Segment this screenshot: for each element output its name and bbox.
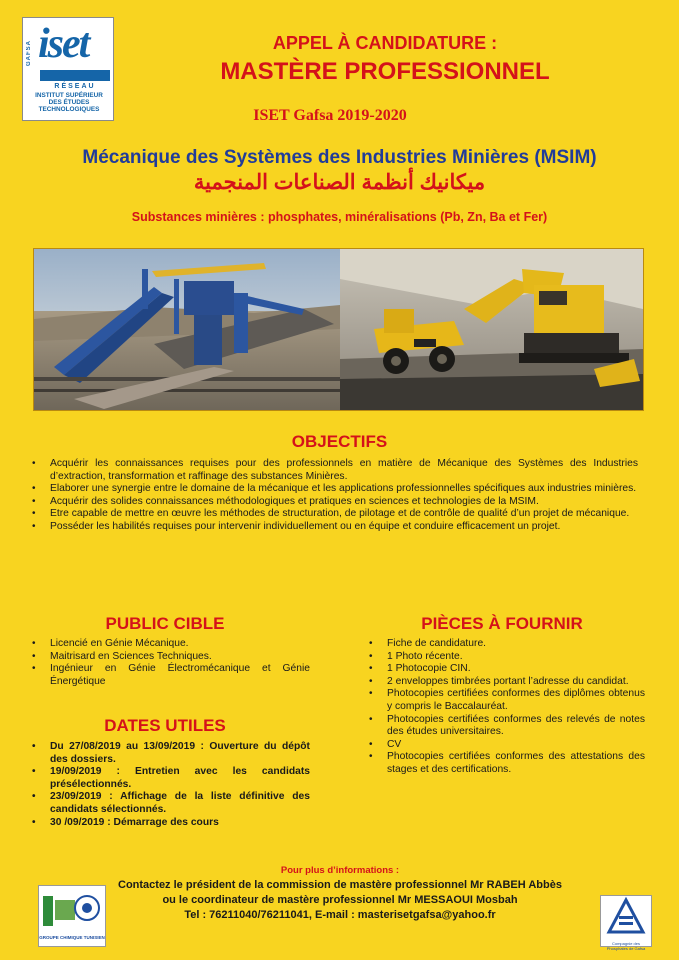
public-cible-title: PUBLIC CIBLE xyxy=(105,614,225,633)
list-item: • 2 enveloppes timbrées portant l’adresse du candidat. xyxy=(369,675,629,687)
list-item: • Acquérir les connaissances requises pour des professionnels en matière de Mécanique des Systèmes des Industries d’extraction, transformation et raffinage des substances Minières. xyxy=(32,458,638,482)
list-item: • Etre capable de mettre en œuvre les méthodes de structuration, de pilotage et de contrôle de qualité d’un projet de mécanique. xyxy=(32,508,630,520)
logo-band-text: RÉSEAU xyxy=(54,83,96,90)
objectifs-list xyxy=(28,458,638,534)
contact-lead: Pour plus d’informations : xyxy=(280,865,400,876)
list-item: • Fiche de candidature. xyxy=(369,638,487,649)
gct-logo xyxy=(38,885,106,947)
list-item: • Elaborer une synergie entre le domaine de la mécanique et les applications professionnelles spécifiques aux industries minières. xyxy=(32,483,637,495)
logo-institute-line: INSTITUT SUPÉRIEUR xyxy=(35,92,103,99)
appel-heading: APPEL À CANDIDATURE : xyxy=(272,33,498,53)
bullet-icon: • xyxy=(32,766,36,778)
bullet-icon: • xyxy=(32,508,36,520)
bullet-icon: • xyxy=(369,688,373,700)
bullet-icon: • xyxy=(32,650,36,662)
list-item: • 23/09/2019 : Affichage de la liste définitive des candidats sélectionnés. xyxy=(32,791,310,815)
logo-wordmark: iset xyxy=(38,21,89,67)
mastere-heading: MASTÈRE PROFESSIONNEL xyxy=(220,58,550,85)
cpg-logo xyxy=(600,895,652,951)
bullet-icon: • xyxy=(32,638,36,649)
bullet-icon: • xyxy=(32,663,36,675)
bullet-icon: • xyxy=(369,663,373,675)
program-title-fr: Mécanique des Systèmes des Industries Minières (MSIM) xyxy=(82,147,597,168)
list-item: • 1 Photo récente. xyxy=(369,650,463,662)
right-photo-excavator xyxy=(340,249,643,410)
program-title-ar: ميكانيك أنظمة الصناعات المنجمية xyxy=(193,171,486,194)
bullet-icon: • xyxy=(369,738,373,750)
bullet-icon: • xyxy=(32,791,36,803)
cpg-logo-icon xyxy=(601,896,651,936)
bullet-icon: • xyxy=(32,495,36,507)
mining-photos xyxy=(33,248,644,411)
pieces-title: PIÈCES À FOURNIR xyxy=(421,614,583,633)
list-item: • Licencié en Génie Mécanique. xyxy=(32,638,189,649)
substances-line: Substances minières : phosphates, minéralisations (Pb, Zn, Ba et Fer) xyxy=(131,210,548,224)
list-item: • Photocopies certifiées conformes des attestations des stages et des certifications. xyxy=(369,751,645,775)
bullet-icon: • xyxy=(369,713,373,725)
bullet-icon: • xyxy=(32,458,36,469)
dates-utiles-list xyxy=(28,741,310,829)
gct-caption: GROUPE CHIMIQUE TUNISIEN xyxy=(39,935,105,940)
list-item: • Posséder les habilités requises pour intervenir individuellement ou en équipe et conduire efficacement un projet. xyxy=(32,520,561,532)
bullet-icon: • xyxy=(369,675,373,687)
logo-band xyxy=(40,70,110,81)
list-item: • 19/09/2019 : Entretien avec les candidats présélectionnés. xyxy=(32,766,310,790)
bullet-icon: • xyxy=(369,751,373,763)
bullet-icon: • xyxy=(32,741,36,752)
logo-institute xyxy=(26,92,112,113)
list-item: • 30 /09/2019 : Démarrage des cours xyxy=(32,816,219,828)
objectifs-title: OBJECTIFS xyxy=(291,432,388,451)
logo-institute-line: TECHNOLOGIQUES xyxy=(38,106,100,113)
cpg-caption: Compagnie des Phosphates de Gafsa xyxy=(606,941,646,951)
list-item: • Ingénieur en Génie Électromécanique et Génie Énergétique xyxy=(32,663,310,687)
contact-block xyxy=(100,863,580,923)
pieces-list xyxy=(365,638,645,777)
list-item: • Photocopies certifiées conformes des diplômes obtenus y compris le Baccalauréat. xyxy=(369,688,645,712)
bullet-icon: • xyxy=(32,816,36,828)
list-item: • Photocopies certifiées conformes des relevés de notes des études universitaires. xyxy=(369,713,645,738)
contact-line: Tel : 76211040/76211041, E-mail : masterisetgafsa@yahoo.fr xyxy=(184,909,496,921)
list-item: • CV xyxy=(369,738,402,750)
list-item: • 1 Photocopie CIN. xyxy=(369,663,471,675)
bullet-icon: • xyxy=(32,483,36,495)
contact-line: Contactez le président de la commission de mastère professionnel Mr RABEH Abbès xyxy=(118,879,562,891)
dates-utiles-title: DATES UTILES xyxy=(104,716,226,735)
mining-photos-illustration xyxy=(34,249,643,410)
list-item: • Maitrisard en Sciences Techniques. xyxy=(32,650,212,662)
list-item: • Du 27/08/2019 au 13/09/2019 : Ouverture du dépôt des dossiers. xyxy=(32,741,310,765)
list-item: • Acquérir des solides connaissances méthodologiques et pratiques en sciences et technologies de la MSIM. xyxy=(32,495,539,507)
bullet-icon: • xyxy=(32,520,36,532)
public-cible-list xyxy=(28,638,310,688)
logo-institute-line: DES ÉTUDES xyxy=(48,99,90,106)
logo-side-text: GAFSA xyxy=(26,40,32,66)
bullet-icon: • xyxy=(369,638,373,649)
left-photo-stacker xyxy=(34,249,340,410)
gct-logo-icon xyxy=(39,886,105,930)
bullet-icon: • xyxy=(369,650,373,662)
iset-year: ISET Gafsa 2019-2020 xyxy=(253,107,407,124)
contact-line: ou le coordinateur de mastère professionnel Mr MESSAOUI Mosbah xyxy=(162,894,518,906)
